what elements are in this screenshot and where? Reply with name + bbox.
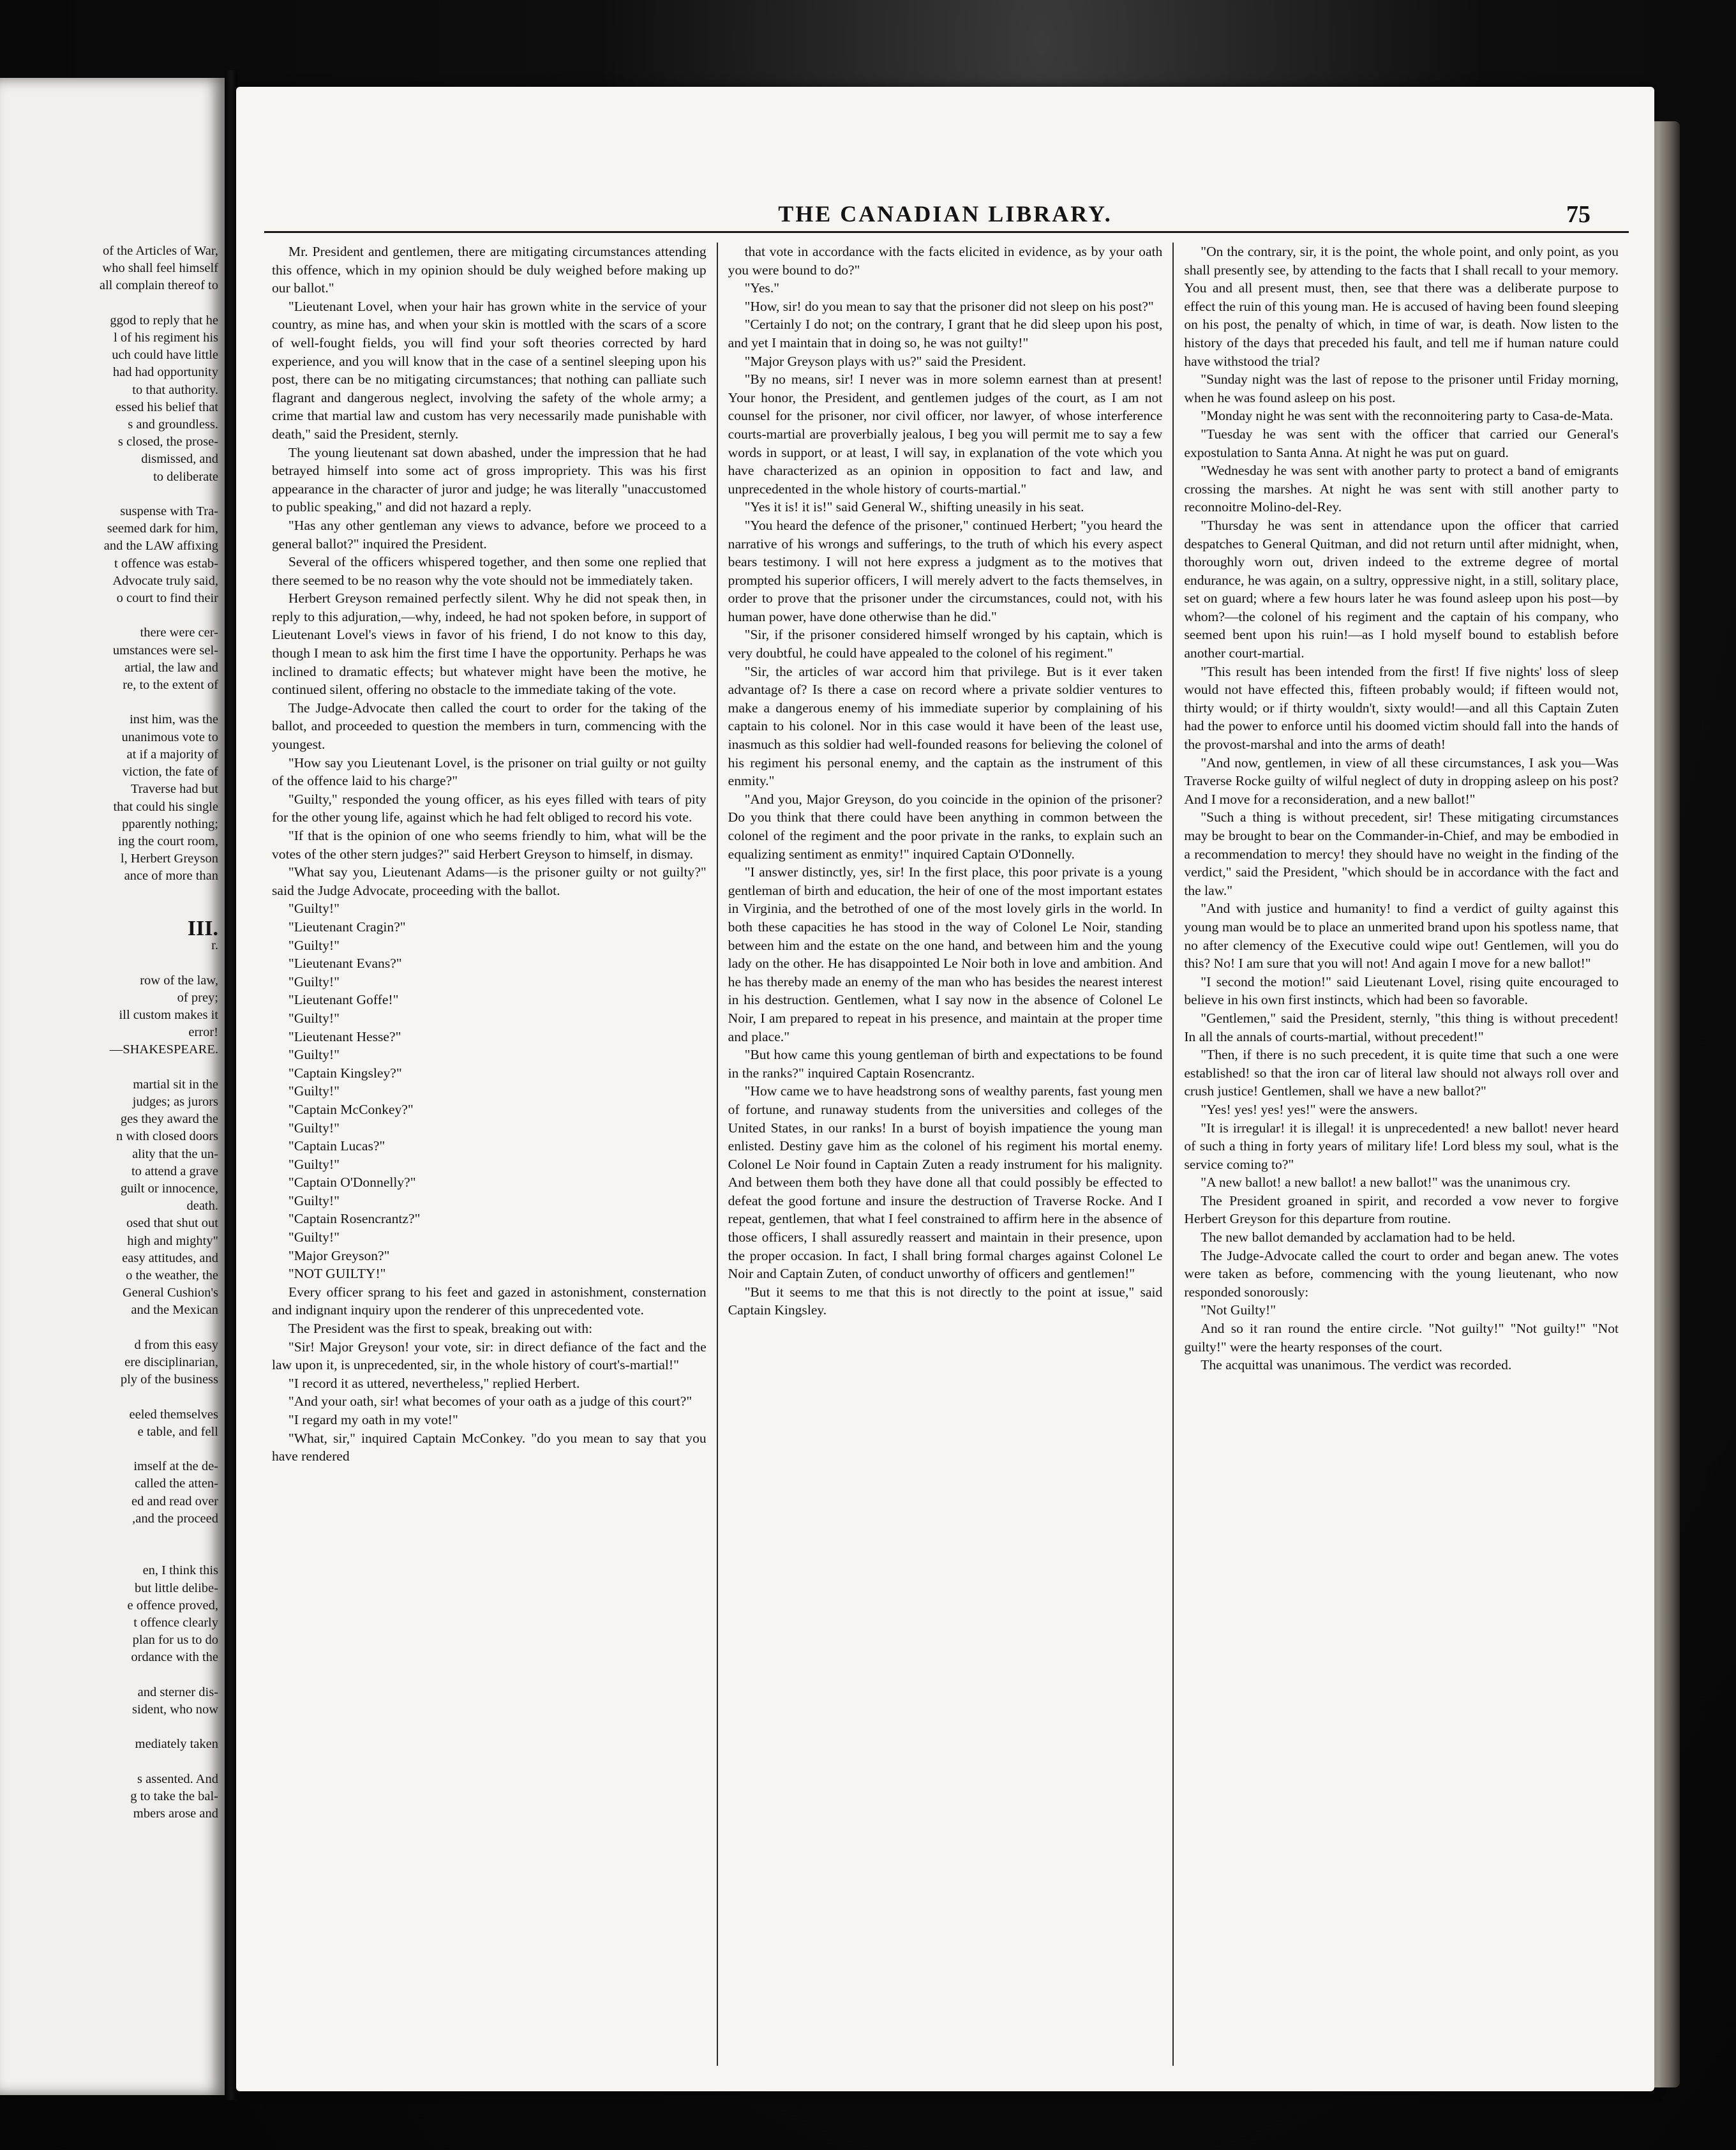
paragraph: "Guilty!"	[288, 937, 340, 953]
left-page-line: called the atten-	[135, 1477, 218, 1491]
paragraph: "Lieutenant Goffe!"	[288, 992, 399, 1008]
left-page-line: artial, the law and	[124, 660, 218, 675]
paragraph: "Lieutenant Cragin?"	[288, 919, 406, 935]
paragraph: "NOT GUILTY!"	[288, 1266, 386, 1282]
left-page-line: row of the law,	[140, 973, 218, 988]
left-page-line	[14, 295, 218, 312]
left-page-line: re, to the extent of	[123, 678, 218, 693]
paragraph: "A new ballot! a new ballot! a new ballot!" was the unanimous cry.	[1201, 1175, 1571, 1191]
paragraph: The Judge-Advocate called the court to order and began anew. The votes were taken as before, commencing with the young lieutenant, who now responded sonorously:	[1184, 1247, 1619, 1300]
paragraph: "Not Guilty!"	[1201, 1302, 1276, 1318]
paragraph: "Major Greyson?"	[288, 1247, 390, 1263]
column-right	[1172, 243, 1629, 2066]
column-left	[262, 243, 717, 2066]
left-page-line	[14, 1667, 218, 1684]
left-page-line: e table, and fell	[137, 1424, 218, 1439]
left-page-line	[14, 1441, 218, 1458]
left-page-line: and sterner dis-	[137, 1685, 218, 1699]
left-page-line: osed that shut out	[126, 1216, 218, 1231]
left-page-line: of the Articles of War,	[102, 244, 218, 258]
paragraph: Mr. President and gentlemen, there are mitigating circumstances attending this offence, which in my opinion should be duly weighed before making up our ballot."	[272, 244, 707, 296]
left-page-line	[14, 1754, 218, 1771]
paragraph: "By no means, sir! I never was in more solemn earnest than at present! Your honor, the President, and gentlemen judges of the court, as I am not counsel for the prisoner, nor civil officer, nor lawyer, of whose interference courts-martial are proverbially jealous, I beg you will permit me to say a few words in support, or at least, I will say, in explanation of the vote which you have characterized as an opinion in opposition to fact and law, and unprecedented in the whole history of courts-martial."	[728, 372, 1163, 497]
left-page-line: ing the court room,	[117, 834, 218, 848]
left-page-line: III.	[187, 919, 218, 938]
paragraph: "How came we to have headstrong sons of wealthy parents, fast young men of fortune, and runaway students from the universities and colleges of the United States, in our ranks! In a burst of boyish impatience the young man enlisted. Destiny gave him as the colonel of his regiment his mortal enemy. Colonel Le Noir found in Captain Zuten a ready instrument for his malignity. And between them both they have done all that could possibly be effected to defeat the good fortune and insure the destruction of Traverse Rocke. And I repeat, gentlemen, that what I feel constrained to affirm here in the absence of those officers, I shall assuredly reassert and maintain in their presence, upon the proper occasion. In fact, I shall bring formal charges against Colonel Le Noir and Captain Zuten, of conduct unworthy of officers and gentlemen!"	[728, 1083, 1163, 1282]
paragraph: "Sunday night was the last of repose to the prisoner until Friday morning, when he was found asleep on his post.	[1184, 372, 1619, 405]
paragraph: "What, sir," inquired Captain McConkey. "do you mean to say that you have rendered	[272, 1430, 707, 1464]
left-page-line: —SHAKESPEARE.	[109, 1042, 218, 1057]
paragraph: "Guilty!"	[288, 1120, 340, 1136]
left-page-line: n with closed doors	[116, 1129, 218, 1144]
book-gutter	[225, 70, 237, 2100]
paragraph: Several of the officers whispered together, and then some one replied that there seemed to be no reason why the vote should not be immediately taken.	[272, 554, 707, 588]
left-facing-page	[0, 78, 225, 2095]
left-page-line: ,and the proceed	[132, 1511, 218, 1526]
paragraph: The President was the first to speak, breaking out with:	[288, 1321, 593, 1337]
left-page-line: essed his belief that	[115, 400, 218, 414]
paragraph: And so it ran round the entire circle. "Not guilty!" "Not guilty!" "Not guilty!" were the hearty responses of the court.	[1184, 1321, 1619, 1355]
paragraph: "Guilty!"	[288, 1229, 340, 1245]
left-page-line: suspense with Tra-	[120, 504, 218, 519]
left-page-line	[14, 1718, 218, 1736]
left-page-line: eeled themselves	[129, 1407, 218, 1422]
left-page-line: sident, who now	[132, 1703, 218, 1717]
paragraph: The President groaned in spirit, and recorded a vow never to forgive Herbert Greyson for this departure from routine.	[1184, 1192, 1619, 1227]
left-page-line: o the weather, the	[126, 1268, 218, 1282]
left-page-line: but little delibe-	[135, 1581, 218, 1595]
page-number: 75	[1566, 201, 1590, 228]
paragraph: "Tuesday he was sent with the officer that carried our General's expostulation to Santa Anna. At night he was put on guard.	[1184, 426, 1619, 460]
left-page-text	[14, 243, 218, 1823]
left-page-line: ality that the un-	[132, 1146, 218, 1161]
left-page-line	[14, 1528, 218, 1545]
left-page-line	[14, 1319, 218, 1337]
paragraph: that vote in accordance with the facts elicited in evidence, as by your oath you were bound to do?"	[728, 244, 1163, 278]
paragraph: "Guilty!"	[288, 1047, 340, 1063]
left-page-line	[14, 694, 218, 711]
left-page-line: viction, the fate of	[122, 765, 218, 779]
left-page-line: plan for us to do	[132, 1633, 218, 1648]
paragraph: "Guilty!"	[288, 1192, 340, 1208]
left-page-line: umstances were sel-	[112, 643, 218, 658]
left-page-line: death.	[186, 1199, 218, 1214]
paragraph: "Lieutenant Evans?"	[288, 956, 402, 972]
left-page-line: at if a majority of	[126, 747, 218, 762]
paragraph: "And your oath, sir! what becomes of your oath as a judge of this court?"	[288, 1394, 692, 1410]
paragraph: "Sir, if the prisoner considered himself wronged by his captain, which is very doubtful, he could have appealed to the colonel of his regiment."	[728, 627, 1163, 661]
left-page-line	[14, 486, 218, 503]
left-page-line	[14, 1388, 218, 1406]
paragraph: "On the contrary, sir, it is the point, the whole point, and only point, as you shall presently see, by attending to the facts that I shall recall to your memory. You and all present must, then, see that there was a deliberate purpose to effect the ruin of this young man. He is accused of having been found sleeping on his post, the penalty of which, in time of war, is death. Now listen to the history of the days that preceded his fault, and tell me if human nature could have withstood the trial?	[1184, 244, 1619, 369]
paragraph: "I regard my oath in my vote!"	[288, 1412, 458, 1427]
paragraph: "I record it as uttered, nevertheless," replied Herbert.	[288, 1375, 580, 1391]
left-page-line: ordance with the	[131, 1650, 218, 1665]
paragraph: "Monday night he was sent with the reconnoitering party to Casa-de-Mata.	[1201, 408, 1613, 424]
left-page-line: dismissed, and	[141, 452, 218, 467]
left-page-line	[14, 607, 218, 624]
paragraph: "Then, if there is no such precedent, it is quite time that such a one were established! so that the iron car of literal law should not always roll over and crush justice! Gentlemen, shall we have a new ballot?"	[1184, 1047, 1619, 1099]
left-page-line: all complain thereof to	[99, 278, 218, 293]
left-page-line: s closed, the prose-	[117, 435, 218, 449]
paragraph: "And with justice and humanity! to find a verdict of guilty against this young man would be to place an unmerited brand upon his spotless name, that no after clemency of the Executive could wipe out! Gentlemen, will you do this? No! I am sure that you will not! And again I move for a new ballot!"	[1184, 901, 1619, 972]
left-page-line: uch could have little	[112, 348, 218, 363]
left-page-line: high and mighty"	[127, 1233, 218, 1248]
paragraph: The young lieutenant sat down abashed, under the impression that he had betrayed himself into some act of gross impropriety. This was his first appearance in the character of juror and judge; he was literally "unaccustomed to public speaking," and did not hazard a reply.	[272, 444, 707, 515]
left-page-line: ges they award the	[120, 1112, 218, 1127]
paragraph: Every officer sprang to his feet and gazed in astonishment, consternation and indignant inquiry upon the renderer of this unprecedented vote.	[272, 1284, 707, 1318]
paragraph: "If that is the opinion of one who seems friendly to him, what will be the votes of the other stern judges?" said Herbert Greyson to himself, in dismay.	[272, 828, 707, 862]
left-page-line: t offence was estab-	[114, 556, 218, 571]
left-page-line: guilt or innocence,	[120, 1181, 218, 1196]
text-columns	[262, 243, 1629, 2066]
page-edge	[1654, 121, 1680, 2087]
left-page-line: there were cer-	[140, 626, 218, 640]
left-page-line: who shall feel himself	[102, 261, 218, 276]
running-head	[236, 200, 1654, 239]
left-page-line: and the Mexican	[131, 1303, 218, 1318]
paragraph: "Thursday he was sent in attendance upon the officer that carried despatches to General Quitman, and did not return until after midnight, when, thoroughly worn out, driven indeed to the extreme degree of mortal endurance, he was again, on a sultry, oppressive night, in a still, solitary place, set on guard; where a few hours later he was found asleep upon his post—by whom?—the colonel of his regiment and the captain of his company, who seemed bent upon his ruin!—as I hold myself bound to establish before another court-martial.	[1184, 517, 1619, 661]
paragraph: "Yes it is! it is!" said General W., shifting uneasily in his seat.	[744, 499, 1084, 515]
left-page-line: error!	[188, 1025, 218, 1040]
paragraph: "Wednesday he was sent with another party to protect a band of emigrants crossing the marshes. At night he was sent with still another party to reconnoitre Molino-del-Rey.	[1184, 463, 1619, 515]
paragraph: "How, sir! do you mean to say that the prisoner did not sleep on his post?"	[744, 298, 1154, 314]
left-page-line: d from this easy	[134, 1337, 218, 1352]
left-page-line	[14, 903, 218, 920]
left-page-line: that could his single	[113, 799, 218, 814]
left-page-line	[14, 1059, 218, 1076]
paragraph: "Certainly I do not; on the contrary, I grant that he did sleep upon his post, and yet I maintain that in doing so, he was not guilty!"	[728, 317, 1163, 350]
paragraph: "It is irregular! it is illegal! it is unprecedented! a new ballot! never heard of such a thing in forty years of military life! Lord bless my soul, what is the service coming to?"	[1184, 1120, 1619, 1172]
left-page-line: seemed dark for him,	[107, 522, 218, 536]
paragraph: "Guilty!"	[288, 974, 340, 989]
paragraph: "Guilty!"	[288, 1010, 340, 1026]
paragraph: "Captain McConkey?"	[288, 1101, 414, 1117]
paragraph: "Such a thing is without precedent, sir! These mitigating circumstances may be brought to bear on the Commander-in-Chief, and may be embodied in a recommendation to mercy! they should have no weight in the finding of the verdict," said the President, "which should be in accordance with the fact and the law."	[1184, 809, 1619, 898]
paragraph: The new ballot demanded by acclamation had to be held.	[1201, 1229, 1516, 1245]
left-page-line: ere disciplinarian,	[124, 1355, 218, 1369]
paragraph: "Sir! Major Greyson! your vote, sir: in direct defiance of the fact and the law upon it, is unprecedented, sir, in the whole history of court's-martial!"	[272, 1339, 707, 1373]
main-page	[236, 87, 1654, 2091]
left-page-line: martial sit in the	[133, 1077, 218, 1092]
left-page-line: unanimous vote to	[121, 730, 218, 744]
paragraph: Herbert Greyson remained perfectly silent. Why he did not speak then, in reply to this adjuration,—why, indeed, he had not spoken before, in support of Lieutenant Lovel's views in favor of his friend, I do not know to this day, though I mean to ask him the first time I have the opportunity. Perhaps he was inclined to dramatic effects; but whatever might have been the motive, he continued silent, offering no obstacle to the immediate taking of the vote.	[272, 590, 707, 698]
left-page-line: inst him, was the	[130, 712, 218, 727]
paragraph: "Yes."	[744, 280, 780, 296]
paragraph: "And you, Major Greyson, do you coincide in the opinion of the prisoner? Do you think that there could have been anything in common between the colonel of the regiment and the poor private in the ranks, to explain such an equalizing sentiment as enmity!" inquired Captain O'Donnelly.	[728, 791, 1163, 862]
left-page-line: to attend a grave	[131, 1164, 218, 1178]
left-page-line: to deliberate	[153, 469, 218, 484]
paragraph: "Has any other gentleman any views to advance, before we proceed to a general ballot?" inquired the President.	[272, 517, 707, 552]
paragraph: "Guilty," responded the young officer, as his eyes filled with tears of pity for the other young life, against which he had felt obliged to record his vote.	[272, 791, 707, 825]
paragraph: "Captain Lucas?"	[288, 1138, 385, 1154]
left-page-line: s and groundless.	[128, 417, 218, 432]
left-page-line: s assented. And	[137, 1771, 218, 1786]
left-page-line: ance of more than	[124, 869, 218, 883]
left-page-line	[14, 885, 218, 903]
left-page-line	[14, 954, 218, 972]
paragraph: "Captain O'Donnelly?"	[288, 1175, 416, 1191]
left-page-line: Traverse had but	[130, 782, 218, 797]
left-page-line: had had opportunity	[112, 365, 218, 380]
left-page-line: e offence proved,	[127, 1598, 218, 1612]
paragraph: "Guilty!"	[288, 1083, 340, 1099]
left-page-line: pparently nothing;	[122, 816, 218, 831]
left-page-line: of prey;	[177, 990, 218, 1005]
left-page-line: l of his regiment his	[114, 331, 218, 345]
paragraph: "How say you Lieutenant Lovel, is the prisoner on trial guilty or not guilty of the offence laid to his charge?"	[272, 755, 707, 789]
left-page-line	[14, 1545, 218, 1562]
paragraph: "And now, gentlemen, in view of all these circumstances, I ask you—Was Traverse Rocke guilty of wilful neglect of duty in dropping asleep on his post? And I move for a reconsideration, and a new ballot!"	[1184, 755, 1619, 807]
paragraph: The acquittal was unanimous. The verdict was recorded.	[1201, 1357, 1512, 1373]
paragraph: "Guilty!"	[288, 1156, 340, 1172]
paragraph: "This result has been intended from the first! If five nights' loss of sleep would not have effected this, fifteen probably would; if fifteen would not, thirty would; or if thirty wouldn't, sixty would!—and all this Captain Zuten had the power to enforce until his doomed victim should fall into the hands of the provost-marshal and into the arms of death!	[1184, 663, 1619, 753]
paragraph: "Guilty!"	[288, 901, 340, 917]
left-page-line: r.	[211, 938, 218, 953]
paragraph: "I answer distinctly, yes, sir! In the first place, this poor private is a young gentleman of birth and education, the heir of one of the most important estates in Virginia, and the betrothed of one of the most lovely girls in the world. In both these capacities he has stood in the way of Colonel Le Noir, standing between him and the estate on the one hand, and between him and the young lady on the other. He has disappointed Le Noir both in love and ambition. And he has thereby made an enemy of the man who has besides the nearest interest in his destruction. Gentlemen, what I say now in the absence of Colonel Le Noir, I am prepared to repeat in his presence, and maintain at the proper time and place."	[728, 864, 1163, 1044]
paragraph: The Judge-Advocate then called the court to order for the taking of the ballot, and proceeded to question the members in turn, commencing with the youngest.	[272, 700, 707, 753]
left-page-line: Advocate truly said,	[112, 573, 218, 588]
left-page-line: t offence clearly	[133, 1616, 218, 1630]
left-page-line: mbers arose and	[133, 1807, 218, 1821]
left-page-line: ggod to reply that he	[110, 313, 218, 327]
left-page-line: en, I think this	[142, 1563, 218, 1578]
left-page-line: l, Herbert Greyson	[120, 852, 218, 866]
left-page-line: to that authority.	[132, 382, 218, 397]
paragraph: "Captain Kingsley?"	[288, 1065, 402, 1081]
journal-title: THE CANADIAN LIBRARY.	[778, 201, 1112, 227]
paragraph: "Major Greyson plays with us?" said the President.	[744, 353, 1026, 369]
left-page-line: easy attitudes, and	[122, 1251, 218, 1265]
paragraph: "Lieutenant Lovel, when your hair has grown white in the service of your country, as mine has, and when your skin is mottled with the scars of a score of well-fought fields, you will find your soft theories corrected by hard experience, and you will know that in the case of a sentinel sleeping upon his post, there can be no mitigating circumstances; that nothing can palliate such flagrant and dangerous neglect, involving the safety of the whole army; a crime that martial law and custom has very necessarily made punishable with death," said the President, sternly.	[272, 298, 707, 442]
left-page-line: and the LAW affixing	[103, 539, 218, 553]
header-rule	[264, 231, 1629, 233]
paragraph: "Yes! yes! yes! yes!" were the answers.	[1201, 1101, 1418, 1117]
column-middle	[717, 243, 1173, 2066]
paragraph: "Captain Rosencrantz?"	[288, 1211, 421, 1227]
left-page-line: g to take the bal-	[130, 1789, 218, 1804]
paragraph: "What say you, Lieutenant Adams—is the prisoner guilty or not guilty?" said the Judge Advocate, proceeding with the ballot.	[272, 864, 707, 898]
left-page-line: ill custom makes it	[119, 1007, 218, 1022]
left-page-line: judges; as jurors	[132, 1094, 218, 1109]
paragraph: "I second the motion!" said Lieutenant Lovel, rising quite encouraged to believe in his own first instincts, which had been so favorable.	[1184, 974, 1619, 1008]
paragraph: "But it seems to me that this is not directly to the point at issue," said Captain Kingsley.	[728, 1284, 1163, 1318]
left-page-line: ply of the business	[120, 1372, 218, 1387]
left-page-line: ed and read over	[131, 1494, 218, 1508]
paragraph: "Gentlemen," said the President, sternly, "this thing is without precedent! In all the annals of courts-martial, without precedent!"	[1184, 1010, 1619, 1044]
paragraph: "Lieutenant Hesse?"	[288, 1028, 401, 1044]
paragraph: "You heard the defence of the prisoner," continued Herbert; "you heard the narrative of his wrongs and sufferings, to the truth of which his every aspect bears testimony. I will not here express a judgment as to the motives that prompted his superior officers, I will merely advert to the facts themselves, in order to prove that the prisoner under the circumstances, could not, with his human power, have done otherwise than he did."	[728, 517, 1163, 624]
paragraph: "But how came this young gentleman of birth and expectations to be found in the ranks?" inquired Captain Rosencrantz.	[728, 1047, 1163, 1081]
left-page-line: o court to find their	[116, 591, 218, 606]
left-page-line: General Cushion's	[122, 1286, 218, 1300]
left-page-line: imself at the de-	[133, 1459, 218, 1474]
left-page-line: mediately taken	[135, 1737, 218, 1752]
paragraph: "Sir, the articles of war accord him that privilege. But is it ever taken advantage of? Is there a case on record where a private soldier ventures to make a dangerous enemy of his immediate superior by complaining of his captain to his colonel. Nor in this case would it have been of the least use, inasmuch as this soldier had well-founded reasons for believing the colonel of his regiment his personal enemy, and the captain as the instrument of this enmity."	[728, 663, 1163, 789]
